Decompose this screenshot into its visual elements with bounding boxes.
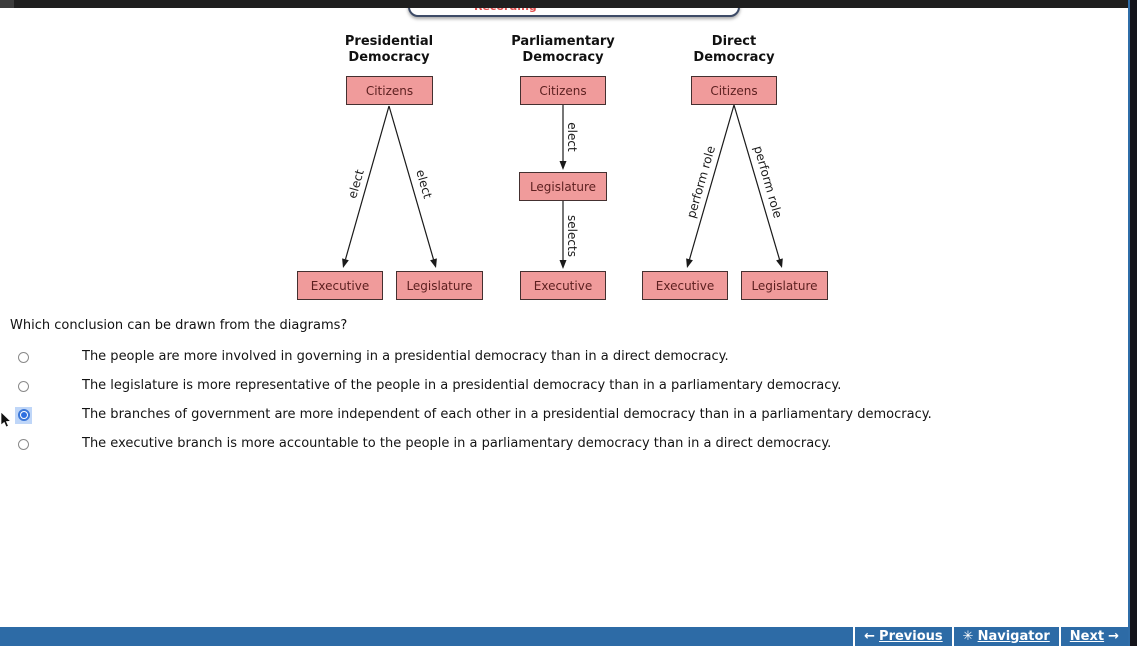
direct-legislature-box: Legislature	[741, 271, 828, 300]
answer-option-3-text[interactable]: The branches of government are more independent of each other in a presidential democracy than in a parliamentary democracy.	[82, 407, 932, 422]
top-left-corner	[0, 0, 14, 8]
radio-button-3[interactable]	[15, 407, 32, 424]
radio-button-1[interactable]	[15, 349, 32, 366]
radio-button-2[interactable]	[15, 378, 32, 395]
navigator-button[interactable]: ✳ Navigator	[952, 627, 1059, 646]
next-button[interactable]: Next →	[1059, 627, 1128, 646]
direct-executive-box: Executive	[642, 271, 728, 300]
answer-option-1-text[interactable]: The people are more involved in governing in a presidential democracy than in a direct democracy.	[82, 349, 729, 364]
answer-option-4-text[interactable]: The executive branch is more accountable to the people in a parliamentary democracy than in a direct democracy.	[82, 436, 832, 451]
democracy-diagrams	[0, 0, 1137, 320]
direct-citizens-box: Citizens	[691, 76, 777, 105]
parliamentary-citizens-box: Citizens	[520, 76, 606, 105]
presidential-executive-box: Executive	[297, 271, 383, 300]
arrow-left-icon: ←	[864, 629, 876, 644]
diagram-title-direct: Direct Democracy	[693, 34, 775, 65]
radio-button-4[interactable]	[15, 436, 32, 453]
presidential-citizens-box: Citizens	[346, 76, 433, 105]
edge-label-perform-role-right: perform role	[751, 144, 785, 220]
question-prompt: Which conclusion can be drawn from the diagrams?	[10, 318, 348, 333]
answer-option-2-text[interactable]: The legislature is more representative of the people in a presidential democracy than in a parliamentary democracy.	[82, 378, 842, 393]
footer-nav-bar	[0, 627, 1137, 646]
navigator-compass-icon: ✳	[962, 629, 974, 644]
parliamentary-executive-box: Executive	[520, 271, 606, 300]
top-window-bar	[0, 0, 1137, 8]
edge-label-perform-role-left: perform role	[684, 144, 718, 220]
edge-label-selects: selects	[565, 215, 579, 257]
edge-label-elect-left: elect	[345, 167, 367, 201]
mouse-cursor-icon	[0, 412, 12, 428]
presidential-legislature-box: Legislature	[396, 271, 483, 300]
previous-button[interactable]: ← Previous	[853, 627, 952, 646]
parliamentary-legislature-box: Legislature	[519, 172, 607, 201]
right-window-edge	[1128, 0, 1137, 646]
diagram-title-presidential: Presidential Democracy	[344, 34, 434, 65]
diagram-title-parliamentary: Parliamentary Democracy	[511, 34, 615, 65]
edge-label-elect-right: elect	[413, 167, 435, 201]
edge-label-elect-vertical: elect	[565, 122, 579, 152]
arrow-right-icon: →	[1108, 629, 1119, 644]
